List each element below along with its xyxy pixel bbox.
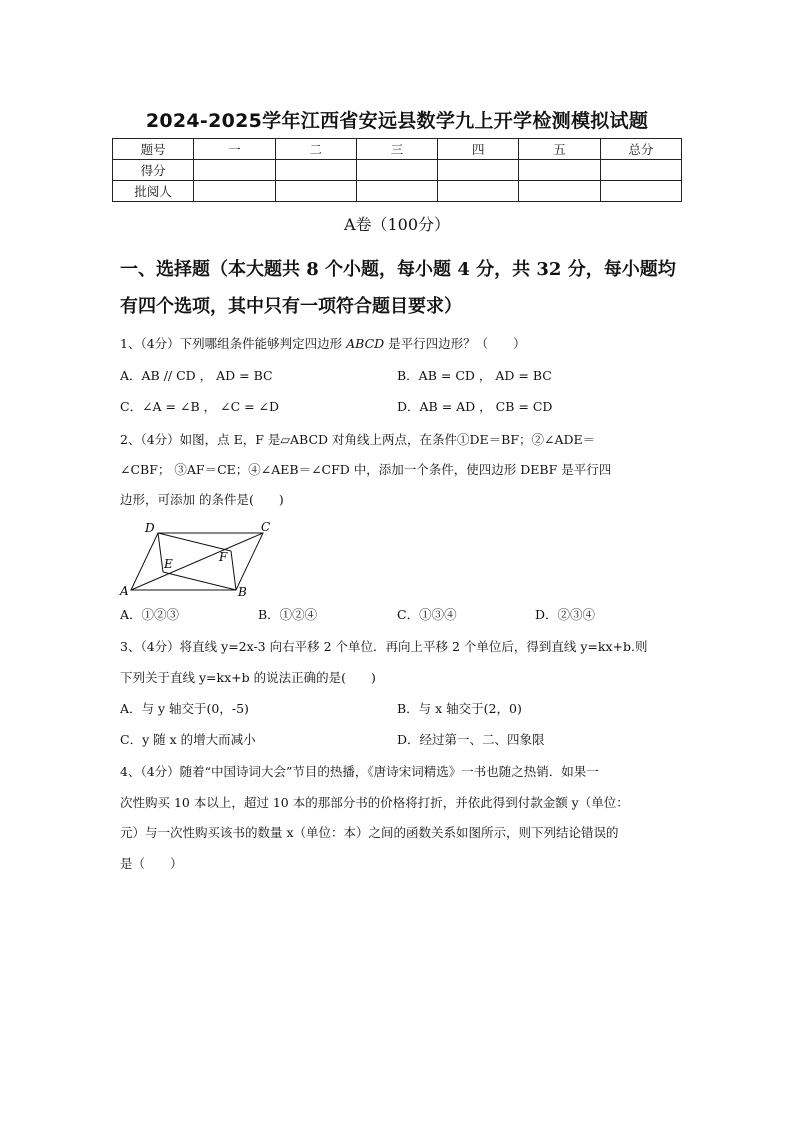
score-header-cell: 五 [519, 139, 600, 160]
score-cell[interactable] [438, 160, 519, 181]
score-cell[interactable] [356, 160, 437, 181]
q3-option-b[interactable]: B．与 x 轴交于(2，0) [397, 701, 522, 716]
q4-stem-line1: 4、（4分）随着“中国诗词大会”节目的热播，《唐诗宋词精选》一书也随之热销．如果一 [120, 764, 599, 779]
score-header-cell: 三 [356, 139, 437, 160]
q1-stem-math: ABCD [346, 336, 385, 351]
part1-heading-line2: 有四个选项，其中只有一项符合题目要求） [120, 296, 462, 317]
q2-stem-line3: 边形，可添加 的条件是( ) [120, 492, 284, 507]
score-cell[interactable] [194, 160, 275, 181]
segment-fb [231, 551, 236, 590]
q2-parallelogram-figure [118, 520, 278, 600]
q3-stem-line1: 3、（4分）将直线 y=2x-3 向右平移 2 个单位．再向上平移 2 个单位后，得到直线 y=kx+b.则 [120, 639, 648, 654]
q2-option-d[interactable]: D．②③④ [535, 607, 596, 622]
q1-option-c[interactable]: C．∠A = ∠B ， ∠C = ∠D [120, 399, 280, 414]
q2-option-b[interactable]: B．①②④ [258, 607, 318, 622]
q1-option-b[interactable]: B．AB = CD ， AD = BC [397, 368, 552, 383]
reviewer-cell[interactable] [194, 181, 275, 202]
q3-option-d[interactable]: D．经过第一、二、四象限 [397, 732, 545, 747]
score-header-cell: 总分 [600, 139, 681, 160]
label-b: B [238, 585, 247, 599]
reviewer-cell[interactable] [275, 181, 356, 202]
score-cell[interactable] [519, 160, 600, 181]
segment-eb [163, 572, 236, 590]
q2-stem-line2: ∠CBF； ③AF＝CE；④∠AEB＝∠CFD 中，添加一个条件，使四边形 DEBF 是平行四 [120, 462, 612, 477]
label-d: D [145, 521, 155, 535]
score-cell[interactable] [600, 160, 681, 181]
score-header-cell: 二 [275, 139, 356, 160]
reviewer-row-label: 批阅人 [113, 181, 194, 202]
q4-stem-line4: 是（ ） [120, 856, 183, 871]
part1-heading-line1: 一、选择题（本大题共 8 个小题，每小题 4 分，共 32 分，每小题均 [120, 259, 676, 280]
score-row-label: 得分 [113, 160, 194, 181]
score-table-header-row [113, 139, 682, 160]
q1-option-a[interactable]: A．AB // CD ， AD = BC [120, 368, 273, 383]
score-table [112, 138, 682, 202]
q2-option-a[interactable]: A．①②③ [120, 607, 180, 622]
reviewer-cell[interactable] [438, 181, 519, 202]
reviewer-cell[interactable] [600, 181, 681, 202]
q1-stem [120, 334, 680, 352]
q3-option-a[interactable]: A．与 y 轴交于(0，-5) [120, 701, 249, 716]
label-f: F [219, 550, 228, 564]
segment-df [158, 533, 231, 551]
score-header-cell: 一 [194, 139, 275, 160]
q3-stem-line2: 下列关于直线 y=kx+b 的说法正确的是( ) [120, 670, 376, 685]
q1-stem-post: 是平行四边形？（ ） [384, 336, 526, 351]
label-e: E [164, 557, 173, 571]
score-row [113, 160, 682, 181]
score-header-cell: 四 [438, 139, 519, 160]
q2-stem-line1: 2、（4分）如图，点 E，F 是▱ABCD 对角线上两点，在条件①DE＝BF；②∠ADE＝ [120, 432, 596, 447]
section-a-heading: A卷（100分） [343, 215, 451, 234]
q4-stem-line3: 元）与一次性购买该书的数量 x（单位：本）之间的函数关系如图所示，则下列结论错误的 [120, 825, 619, 840]
diagonal-ac [131, 533, 263, 590]
label-c: C [261, 520, 271, 534]
segment-de [158, 533, 163, 572]
q1-option-d[interactable]: D．AB = AD ， CB = CD [397, 399, 553, 414]
q3-option-c[interactable]: C．y 随 x 的增大而减小 [120, 732, 256, 747]
exam-title: 2024-2025学年江西省安远县数学九上开学检测模拟试题 [145, 110, 649, 132]
q4-stem-line2: 次性购买 10 本以上，超过 10 本的那部分书的价格将打折，并依此得到付款金额 y（单位： [120, 795, 629, 810]
reviewer-row [113, 181, 682, 202]
reviewer-cell[interactable] [356, 181, 437, 202]
score-header-cell: 题号 [113, 139, 194, 160]
score-cell[interactable] [275, 160, 356, 181]
reviewer-cell[interactable] [519, 181, 600, 202]
q2-option-c[interactable]: C．①③④ [397, 607, 457, 622]
q1-stem-pre: 1、（4分）下列哪组条件能够判定四边形 [120, 336, 347, 351]
label-a: A [120, 584, 129, 598]
